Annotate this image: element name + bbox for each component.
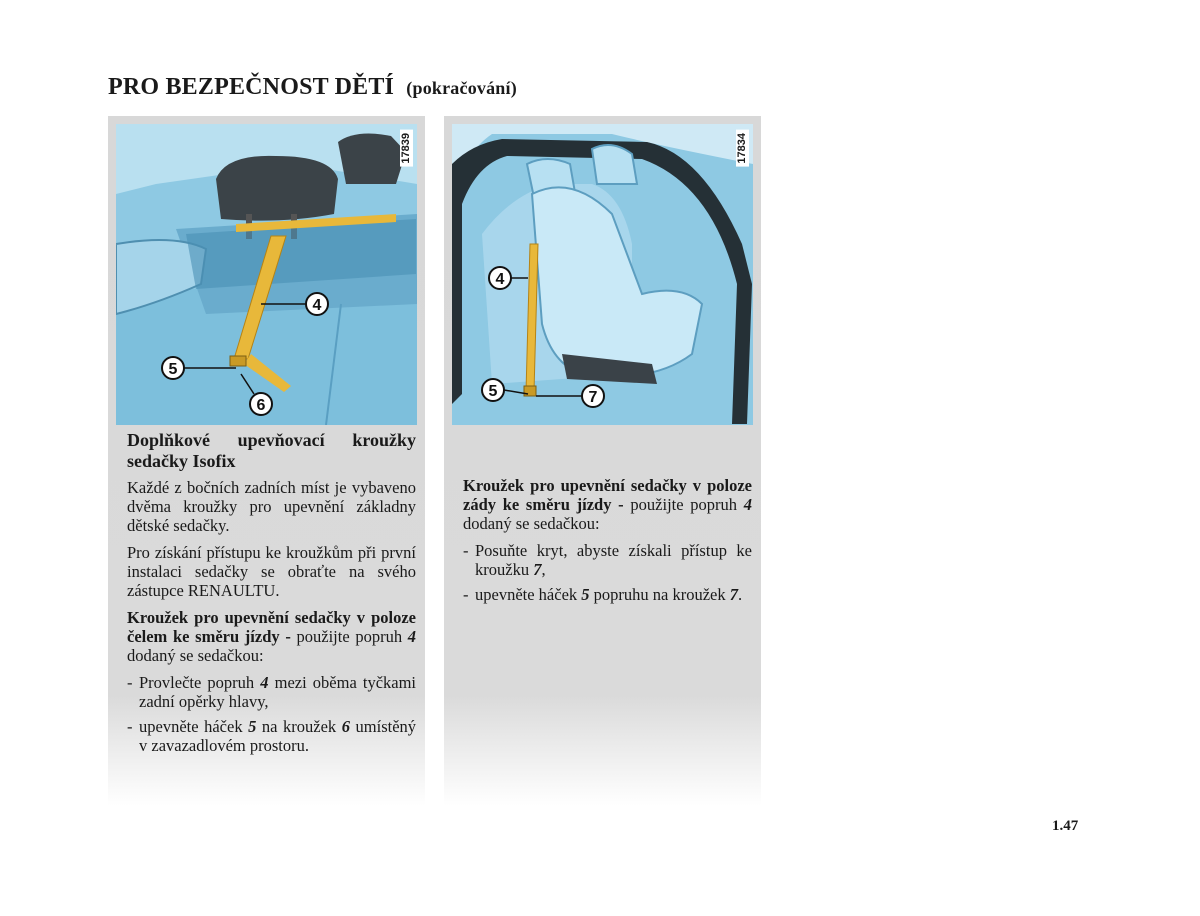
- forward-facing-heading: Kroužek pro upevnění sedačky v poloze čelem ke směru jízdy -: [127, 608, 416, 646]
- right-bullet-1: - Posuňte kryt, abyste získali přístup ke kroužku 7,: [463, 541, 752, 579]
- callout-5-label: 5: [168, 361, 178, 378]
- right-paragraph-1: [463, 476, 752, 533]
- callout-6-label: 6: [256, 397, 266, 414]
- left-text-block: [127, 430, 416, 761]
- right-p1-num: 4: [743, 495, 752, 514]
- page-title-suffix: (pokračování): [406, 78, 517, 98]
- left-b1-text-a: Provlečte popruh: [139, 673, 255, 692]
- left-paragraph-2: Pro získání přístupu ke kroužkům při první instalaci sedačky se obraťte na svého zástupce RENAULTU.: [127, 543, 416, 600]
- right-b1-text-a: Posuňte kryt, abyste získali přístup ke kroužku: [475, 541, 752, 579]
- left-p3-text-a: použijte popruh: [296, 627, 403, 646]
- right-p1-text-b: dodaný se sedačkou:: [463, 514, 600, 533]
- left-paragraph-1: Každé z bočních zadních míst je vybaveno dvěma kroužky pro upevnění základny dětské sedačky.: [127, 478, 416, 535]
- callout-4-label-right: 4: [495, 271, 505, 288]
- callout-5-label-right: 5: [488, 383, 498, 400]
- left-b2-num-2: 6: [341, 717, 350, 736]
- callout-7-label: 7: [588, 389, 598, 406]
- left-b1-text-b: mezi oběma tyčkami zadní opěrky hlavy,: [139, 673, 417, 711]
- right-b2-num-2: 7: [729, 585, 738, 604]
- right-b2-text-mid: popruhu na kroužek: [593, 585, 726, 604]
- right-b2-text-a: upevněte háček: [475, 585, 578, 604]
- rear-facing-heading: Kroužek pro upevnění sedačky v poloze zády ke směru jízdy -: [463, 476, 752, 514]
- page-title-main: PRO BEZPEČNOST DĚTÍ: [108, 74, 395, 100]
- left-bullet-2: - upevněte háček 5 na kroužek 6 umístěný v zavazadlovém prostoru.: [127, 717, 417, 755]
- left-b2-num-1: 5: [248, 717, 257, 736]
- right-bullet-2: - upevněte háček 5 popruhu na kroužek 7.: [463, 585, 743, 604]
- isofix-rear-seat-illustration: [452, 124, 753, 425]
- left-b2-text-b: umístěný v zavazadlovém prostoru.: [139, 717, 417, 755]
- left-p3-num: 4: [407, 627, 417, 646]
- left-bullet-1: - Provlečte popruh 4 mezi oběma tyčkami zadní opěrky hlavy,: [127, 673, 417, 711]
- left-b2-text-mid: na kroužek: [261, 717, 337, 736]
- right-p1-text-a: použijte popruh: [630, 495, 738, 514]
- left-paragraph-3: [127, 608, 416, 665]
- left-b1-num: 4: [260, 673, 269, 692]
- figure-code-left: 17839: [400, 130, 413, 167]
- trunk-seat-drawing: [116, 124, 417, 425]
- figure-code-right: 17834: [736, 130, 749, 167]
- right-column: [444, 116, 761, 806]
- page-number: 1.47: [1052, 818, 1079, 834]
- callout-4-label: 4: [312, 297, 322, 314]
- isofix-trunk-illustration: [116, 124, 417, 425]
- left-p3-text-b: dodaný se sedačkou:: [127, 646, 264, 665]
- right-b2-num-1: 5: [581, 585, 590, 604]
- page-title: [108, 74, 517, 101]
- right-b2-text-b: .: [738, 585, 743, 604]
- rear-seat-drawing: [452, 124, 753, 425]
- left-column: [108, 116, 425, 806]
- right-b1-text-b: ,: [541, 560, 546, 579]
- right-b1-num: 7: [533, 560, 542, 579]
- isofix-heading: Doplňkové upevňovací kroužky sedačky Isofix: [127, 430, 416, 471]
- right-text-block: [463, 476, 752, 610]
- left-b2-text-a: upevněte háček: [139, 717, 243, 736]
